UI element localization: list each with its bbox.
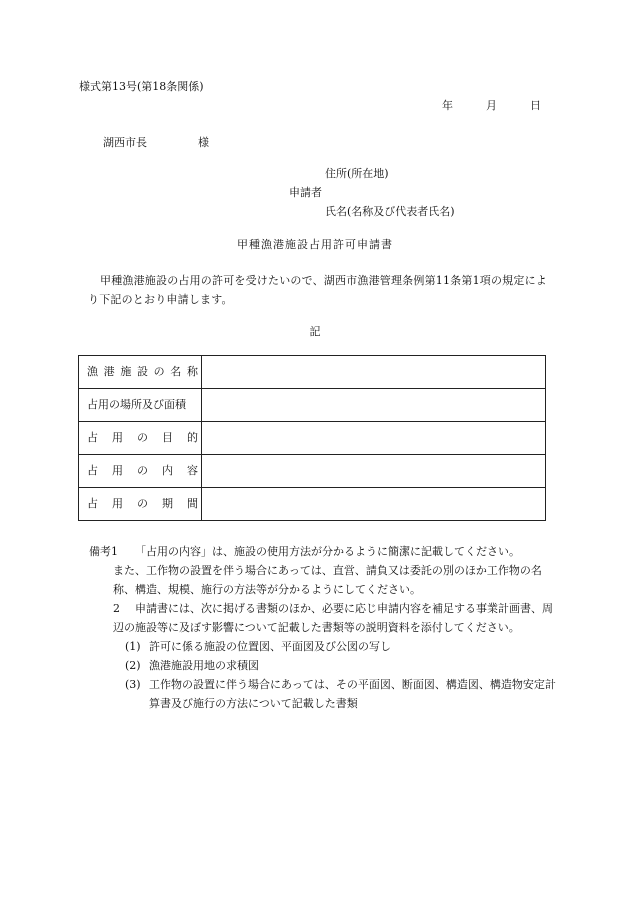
label-period: 占 用 の 期 間 bbox=[87, 496, 198, 510]
label-location-area: 占用の場所及び面積 bbox=[87, 397, 186, 411]
note-2-head: 2 bbox=[113, 602, 120, 615]
body-text: 甲種漁港施設の占用の許可を受けたいので、湖西市漁港管理条例第11条第1項の規定により下記のとおり申請します。 bbox=[88, 274, 547, 306]
date-line bbox=[442, 99, 541, 114]
notes-section bbox=[89, 542, 559, 713]
note-2-text: 申請書には、次に掲げる書類のほか、必要に応じ申請内容を補足する事業計画書、周辺の施設等に及ぼす影響について記載した書類等の説明資料を添付してください。 bbox=[113, 602, 553, 634]
value-location-area[interactable] bbox=[202, 389, 546, 422]
document-title: 甲種漁港施設占用許可申請書 bbox=[237, 238, 393, 251]
row-label bbox=[79, 455, 202, 488]
value-facility-name[interactable] bbox=[202, 356, 546, 389]
name-label: 氏名(名称及び代表者氏名) bbox=[325, 205, 455, 218]
label-facility-name: 漁 港 施 設 の 名 称 bbox=[87, 364, 198, 378]
date-month: 月 bbox=[486, 99, 497, 112]
note-1-text-a: 「占用の内容」は、施設の使用方法が分かるように簡潔に記載してください。 bbox=[135, 545, 520, 558]
table-row bbox=[79, 488, 546, 521]
note-1 bbox=[89, 542, 559, 561]
list-item bbox=[89, 637, 559, 656]
list-item bbox=[89, 675, 559, 713]
item-number: (2) bbox=[125, 659, 141, 672]
row-label bbox=[79, 488, 202, 521]
row-label bbox=[79, 422, 202, 455]
table-row bbox=[79, 422, 546, 455]
item-text: 工作物の設置に伴う場合にあっては、その平面図、断面図、構造図、構造物安定計算書及び施行の方法について記載した書類 bbox=[149, 678, 556, 710]
note-1-text-b: また、工作物の設置を伴う場合にあっては、直営、請負又は委託の別のほか工作物の名称、構造、規模、施行の方法等が分かるようにしてください。 bbox=[113, 564, 542, 596]
note-2 bbox=[89, 599, 559, 637]
label-content: 占 用 の 内 容 bbox=[87, 463, 198, 477]
date-year: 年 bbox=[442, 99, 453, 112]
address-label: 住所(所在地) bbox=[325, 167, 389, 180]
recipient-honorific: 様 bbox=[198, 136, 209, 149]
table-row bbox=[79, 455, 546, 488]
row-label bbox=[79, 389, 202, 422]
ki-heading: 記 bbox=[309, 325, 321, 338]
item-number: (1) bbox=[125, 640, 141, 653]
label-purpose: 占 用 の 目 的 bbox=[87, 430, 198, 444]
date-day: 日 bbox=[530, 99, 541, 112]
item-number: (3) bbox=[125, 678, 141, 691]
recipient-line bbox=[103, 136, 209, 151]
recipient-name: 湖西市長 bbox=[103, 136, 147, 149]
note-1-head: 備考1 bbox=[89, 545, 118, 558]
table-row bbox=[79, 356, 546, 389]
application-table bbox=[78, 355, 546, 521]
list-item bbox=[89, 656, 559, 675]
value-period[interactable] bbox=[202, 488, 546, 521]
value-content[interactable] bbox=[202, 455, 546, 488]
table-row bbox=[79, 389, 546, 422]
applicant-label: 申請者 bbox=[289, 186, 322, 199]
item-text: 漁港施設用地の求積図 bbox=[149, 659, 259, 672]
value-purpose[interactable] bbox=[202, 422, 546, 455]
row-label bbox=[79, 356, 202, 389]
item-text: 許可に係る施設の位置図、平面図及び公図の写し bbox=[149, 640, 391, 653]
form-number: 様式第13号(第18条関係) bbox=[79, 80, 204, 93]
